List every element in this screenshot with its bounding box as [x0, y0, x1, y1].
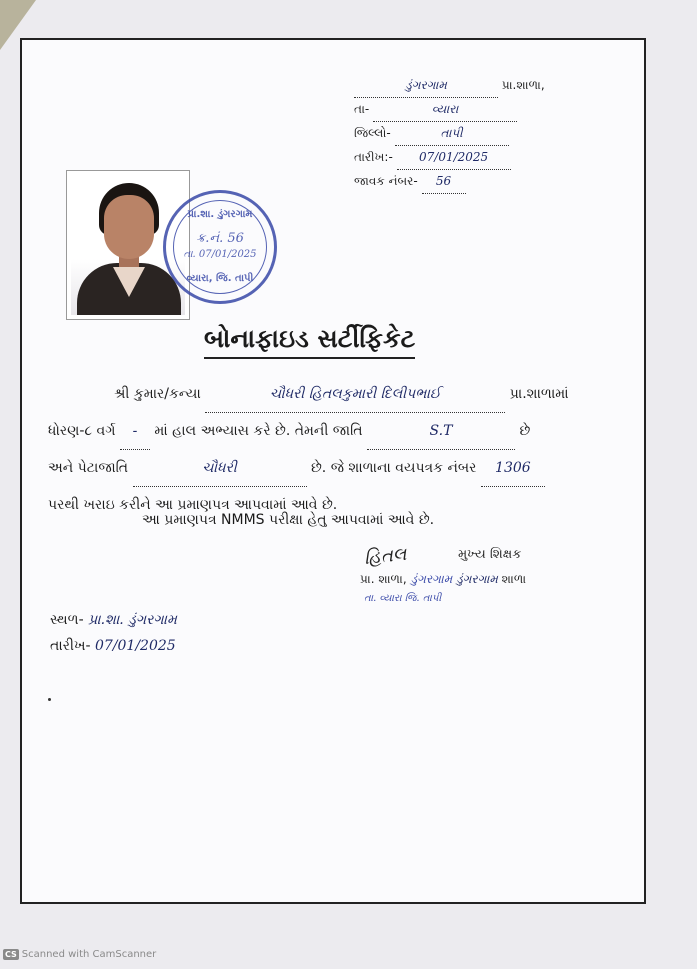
register-number: 1306 — [481, 450, 545, 487]
body-line-4: પરથી ખરાઇ કરીને આ પ્રમાણપત્ર આપવામાં આવે છે. — [48, 497, 338, 513]
date-label: તારીખ:- — [354, 150, 393, 164]
camscanner-logo-icon: CS — [5, 950, 17, 959]
taluka-line — [354, 98, 604, 122]
caste-value: S.T — [367, 413, 515, 450]
taluka-label: તા- — [354, 102, 370, 116]
standard-text: ધોરણ-૮ વર્ગ — [48, 423, 116, 439]
line-end-text: છે — [519, 423, 531, 439]
subcaste-value: ચૌધરી — [133, 450, 307, 487]
stamp-school-text: પ્રા.શા. ડુંગરગામ — [187, 209, 253, 220]
stamp-location-text: વ્યારા, જિ. તાપી — [186, 273, 254, 284]
headmaster-signature: હિતલ — [363, 543, 408, 570]
ink-dot — [48, 698, 51, 701]
taluka-value: વ્યારા — [373, 98, 517, 122]
nmms-purpose-line: આ પ્રમાણપત્ર NMMS પરીક્ષા હેતુ આપવામાં આવે છે. — [142, 512, 435, 528]
body-line-3 — [48, 450, 628, 487]
school-seal-stamp — [163, 190, 277, 304]
study-text: માં હાલ અભ્યાસ કરે છે. તેમની જાતિ — [154, 423, 363, 439]
outward-number: 56 — [422, 170, 466, 194]
place-label: સ્થળ- — [50, 612, 84, 628]
stamp-date: તા. 07/01/2025 — [183, 249, 257, 260]
school-line — [354, 74, 604, 98]
certificate-header — [354, 74, 604, 194]
signatory-location-stamp: તા. વ્યારા જિ. તાપી — [364, 593, 442, 604]
school-suffix: પ્રા.શાળા, — [501, 78, 545, 92]
issue-date-line — [50, 633, 177, 659]
class-value: - — [120, 413, 150, 450]
subcaste-label: અને પેટાજાતિ — [48, 460, 129, 476]
certificate-paper — [20, 38, 646, 904]
certificate-title: બોનાફાઇડ સર્ટીફિકેટ — [204, 324, 415, 359]
district-value: તાપી — [395, 122, 509, 146]
outward-line — [354, 170, 604, 194]
issue-date-label: તારીખ- — [50, 638, 91, 654]
outward-label: જાવક નંબર- — [354, 174, 418, 188]
district-line — [354, 122, 604, 146]
place-line — [50, 607, 177, 633]
headmaster-role: મુખ્ય શિક્ષક — [458, 547, 522, 562]
place-date-block — [50, 607, 177, 659]
signatory-school-line: પ્રા. શાળા, ડુંગરગામ ડુંગરગામ શાળા — [360, 572, 527, 586]
stamp-number: ક્ર.નં. 56 — [196, 231, 244, 246]
district-label: જિલ્લો- — [354, 126, 391, 140]
issue-date-value: 07/01/2025 — [94, 638, 176, 654]
student-prefix: શ્રી કુમાર/કન્યા — [114, 386, 201, 402]
headmaster-signature-block — [360, 545, 620, 608]
date-line — [354, 146, 604, 170]
certificate-body — [48, 376, 628, 523]
student-name: ચૌધરી હિતલકુમારી દિલીપભાઈ — [205, 376, 505, 413]
school-suffix-text: પ્રા.શાળામાં — [509, 386, 569, 402]
date-value: 07/01/2025 — [397, 146, 511, 170]
school-name: ડુંગરગામ — [354, 74, 498, 98]
body-line-2 — [48, 413, 628, 450]
camscanner-watermark — [3, 949, 156, 960]
register-text: છે. જે શાળાના વયપત્રક નંબર — [310, 460, 477, 476]
watermark-text: Scanned with CamScanner — [21, 949, 157, 960]
place-value: પ્રા.શા. ડુંગરગામ — [88, 612, 177, 628]
body-line-1 — [48, 376, 628, 413]
